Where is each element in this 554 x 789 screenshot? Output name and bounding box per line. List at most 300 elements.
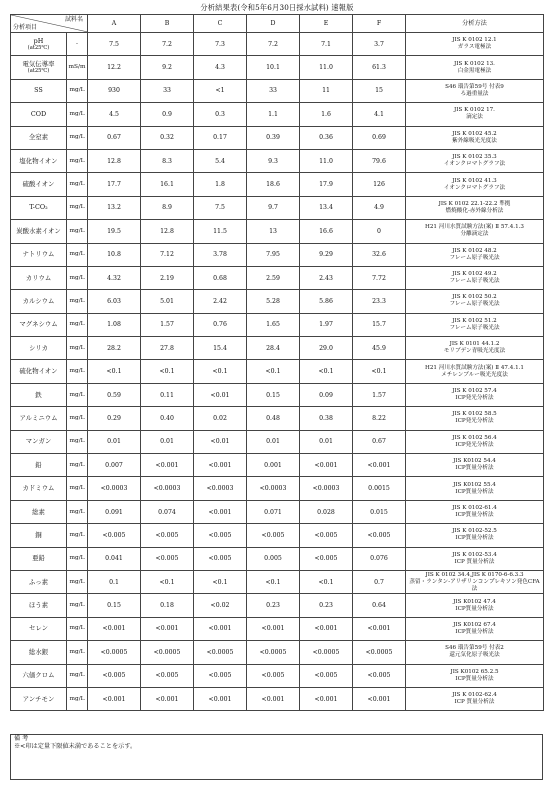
analysis-item-cell [11,594,67,617]
method-standard: JIS K 0102-61.4 [452,505,497,511]
method-standard: JIS K 0102 58.5 [452,411,497,418]
value-cell-c: 0.02 [194,407,247,430]
method-standard: JIS K 0102 41.3 [452,177,497,184]
value-cell-a: 12.2 [88,56,141,79]
analysis-item-name: 電気伝導率 [22,60,55,69]
value-cell-a: 4.32 [88,266,141,289]
header-row [11,15,544,33]
method-technique: ICP発光分析法 [455,441,494,448]
value-cell-b: <0.1 [141,570,194,593]
value-cell-a: 0.01 [88,430,141,453]
table-row [11,594,544,617]
analysis-item-name: マグネシウム [19,320,58,329]
value-cell-e: <0.001 [300,617,353,640]
value-cell-a: 1.08 [88,313,141,336]
value-cell-c: 7.5 [194,196,247,219]
value-cell-e: 7.1 [300,33,353,56]
value-cell-b: 0.9 [141,103,194,126]
method-cell [406,687,544,710]
value-cell-f: 0.64 [353,594,406,617]
method-standard: JIS K 0102 17. [454,107,495,114]
method-technique: フレーム原子吸光法 [449,324,500,331]
table-row [11,33,544,56]
method-technique: ICP 質量分析法 [454,558,495,565]
value-cell-c: <0.1 [194,570,247,593]
value-cell-f: 32.6 [353,243,406,266]
value-cell-e: 13.4 [300,196,353,219]
value-cell-e: 0.09 [300,383,353,406]
value-cell-a: 10.8 [88,243,141,266]
unit-cell: mg/L [67,664,88,687]
analysis-item-cell [11,500,67,523]
method-technique: ICP発光分析法 [455,418,494,425]
method-cell [406,126,544,149]
method-cell [406,290,544,313]
table-row [11,243,544,266]
value-cell-a: <0.005 [88,524,141,547]
method-standard: H21 河川水質試験方法(案) Ⅱ 57.4.1.3 [425,224,524,231]
method-technique: イオンクロマトグラフ法 [443,161,506,168]
table-row [11,360,544,383]
value-cell-b: <0.1 [141,360,194,383]
method-standard: JIS K 0102 50.2 [452,294,497,301]
corner-item-label: 分析項目 [13,24,38,31]
analysis-item-name: 総素 [32,507,45,516]
unit-cell: mg/L [67,570,88,593]
method-cell [406,594,544,617]
table-row [11,641,544,664]
method-standard: JIS K0102 67.4 [453,621,496,628]
analysis-item-name: 鉛 [35,460,42,469]
value-cell-f: 4.1 [353,103,406,126]
analysis-item-cell [11,524,67,547]
value-cell-f: 15 [353,79,406,102]
value-cell-a: 19.5 [88,220,141,243]
value-cell-e: 16.6 [300,220,353,243]
value-cell-f: 0.0015 [353,477,406,500]
method-technique: ICP質量分析法 [455,605,494,612]
value-cell-a: 930 [88,79,141,102]
value-cell-c: 15.4 [194,337,247,360]
method-standard: JIS K 0101 44.1.2 [449,341,500,348]
value-cell-d: <0.005 [247,664,300,687]
value-cell-b: <0.001 [141,617,194,640]
value-cell-d: <0.001 [247,617,300,640]
method-standard: H21 河川水質試験方法(案) Ⅱ 47.4.1.1 [425,364,524,371]
table-row [11,687,544,710]
analysis-item-cell [11,641,67,664]
value-cell-c: <0.001 [194,617,247,640]
analysis-item-name: 炭酸水素イオン [16,226,61,235]
analysis-item-name: 亜鉛 [32,554,45,563]
value-cell-a: <0.0003 [88,477,141,500]
value-cell-d: 2.59 [247,266,300,289]
analysis-item-cell [11,103,67,126]
sample-header-d: D [247,15,300,33]
analysis-item-cell [11,687,67,710]
value-cell-e: <0.005 [300,524,353,547]
analysis-item-name: ほう素 [28,601,49,610]
method-cell [406,173,544,196]
value-cell-e: 5.86 [300,290,353,313]
analysis-item-name: 硫化物イオン [19,367,58,376]
value-cell-c: 5.4 [194,149,247,172]
method-technique: フレーム原子吸光法 [449,278,500,285]
sample-header-e: E [300,15,353,33]
unit-cell: mg/L [67,290,88,313]
unit-cell: mg/L [67,500,88,523]
table-row [11,407,544,430]
value-cell-b: 0.11 [141,383,194,406]
value-cell-e: 11.0 [300,149,353,172]
method-standard: JIS K 0102-52.5 [452,528,497,535]
value-cell-a: <0.001 [88,617,141,640]
value-cell-e: 29.0 [300,337,353,360]
value-cell-b: <0.005 [141,547,194,570]
value-cell-f: 15.7 [353,313,406,336]
value-cell-d: 7.95 [247,243,300,266]
value-cell-b: 0.40 [141,407,194,430]
table-row [11,103,544,126]
unit-cell: mg/L [67,196,88,219]
method-standard: JIS K0102 47.4 [453,598,496,605]
analysis-item-cell [11,149,67,172]
unit-cell: mg/L [67,266,88,289]
value-cell-d: 28.4 [247,337,300,360]
value-cell-e: <0.005 [300,664,353,687]
value-cell-b: 8.3 [141,149,194,172]
method-technique: ICP 質量分析法 [454,699,495,706]
value-cell-f: <0.005 [353,664,406,687]
method-cell [406,617,544,640]
value-cell-e: 1.6 [300,103,353,126]
method-technique: 白金黒電極法 [457,67,492,74]
value-cell-f: 126 [353,173,406,196]
unit-cell: mg/L [67,407,88,430]
method-standard: JIS K 0102 51.2 [452,317,497,324]
method-technique: フレーム原子吸光法 [449,254,500,261]
unit-cell: mg/L [67,126,88,149]
table-row [11,430,544,453]
table-row [11,547,544,570]
unit-cell: mS/m [67,56,88,79]
method-cell [406,454,544,477]
value-cell-d: 0.23 [247,594,300,617]
table-row [11,664,544,687]
table-row [11,500,544,523]
method-standard: JIS K 0102-62.4 [452,692,497,699]
value-cell-f: <0.001 [353,617,406,640]
method-technique: ICP質量分析法 [455,488,494,495]
unit-cell: mg/L [67,547,88,570]
method-cell [406,641,544,664]
analysis-item-name: 硫酸イオン [22,180,55,189]
analysis-item-cell [11,570,67,593]
method-cell [406,79,544,102]
value-cell-f: 0.7 [353,570,406,593]
analysis-item-name: ふっ素 [28,577,49,586]
method-cell [406,430,544,453]
value-cell-f: <0.001 [353,687,406,710]
method-standard: S46 環告第59号 付表9 [445,83,504,90]
value-cell-e: 1.97 [300,313,353,336]
unit-cell: mg/L [67,360,88,383]
value-cell-b: <0.0003 [141,477,194,500]
method-technique: 紫外線吸光光度法 [452,137,497,144]
analysis-item-cell [11,360,67,383]
method-cell [406,500,544,523]
method-cell [406,103,544,126]
value-cell-e: 9.29 [300,243,353,266]
value-cell-c: 11.5 [194,220,247,243]
value-cell-b: <0.001 [141,687,194,710]
value-cell-b: 33 [141,79,194,102]
value-cell-c: <0.001 [194,687,247,710]
value-cell-c: <0.1 [194,360,247,383]
value-cell-a: 0.091 [88,500,141,523]
method-standard: JIS K 0102 13. [454,60,495,67]
value-cell-e: <0.001 [300,454,353,477]
analysis-item-cell [11,33,67,56]
value-cell-c: 4.3 [194,56,247,79]
value-cell-e: 0.028 [300,500,353,523]
method-standard: JIS K 0102-53.4 [452,551,497,558]
method-cell [406,220,544,243]
method-technique: ICP発光分析法 [455,395,494,402]
analysis-item-cell [11,454,67,477]
value-cell-f: 0.67 [353,430,406,453]
analysis-item-cell [11,383,67,406]
method-technique: 燃焼酸化-赤外線分析法 [445,207,504,214]
method-technique: 分離滴定法 [460,231,489,238]
method-cell [406,56,544,79]
method-cell [406,313,544,336]
value-cell-a: 0.15 [88,594,141,617]
value-cell-b: 0.074 [141,500,194,523]
value-cell-b: 0.01 [141,430,194,453]
analysis-item-name: 銅 [35,530,42,539]
value-cell-f: 7.72 [353,266,406,289]
analysis-item-cell [11,407,67,430]
method-cell [406,383,544,406]
table-row [11,524,544,547]
value-cell-d: 5.28 [247,290,300,313]
unit-cell: mg/L [67,430,88,453]
unit-cell: - [67,33,88,56]
sample-header-b: B [141,15,194,33]
analysis-item-name: アルミニウム [19,413,58,422]
value-cell-b: 7.12 [141,243,194,266]
table-row [11,477,544,500]
analysis-item-name: 六価クロム [22,671,55,680]
value-cell-b: 9.2 [141,56,194,79]
value-cell-f: <0.0005 [353,641,406,664]
value-cell-f: 79.6 [353,149,406,172]
analysis-item-name: マンガン [25,437,52,446]
unit-cell: mg/L [67,243,88,266]
analysis-item-cell [11,173,67,196]
analysis-item-name: カドミウム [22,484,55,493]
method-standard: S46 環告第59号 付表2 [445,645,504,652]
corner-header-cell [11,15,88,33]
value-cell-c: <0.0003 [194,477,247,500]
value-cell-c: <0.005 [194,664,247,687]
value-cell-d: <0.001 [247,687,300,710]
value-cell-b: 2.19 [141,266,194,289]
method-standard: JIS K0102 55.4 [453,481,496,488]
value-cell-d: 0.071 [247,500,300,523]
value-cell-d: <0.0003 [247,477,300,500]
value-cell-a: 12.8 [88,149,141,172]
value-cell-c: 0.68 [194,266,247,289]
value-cell-c: <0.01 [194,430,247,453]
method-cell [406,524,544,547]
value-cell-d: 1.1 [247,103,300,126]
value-cell-b: 5.01 [141,290,194,313]
value-cell-c: <0.01 [194,383,247,406]
value-cell-c: <0.0005 [194,641,247,664]
value-cell-f: 1.57 [353,383,406,406]
value-cell-e: 17.9 [300,173,353,196]
method-standard: JIS K 0102 45.2 [452,130,497,137]
value-cell-b: 27.8 [141,337,194,360]
unit-cell: mg/L [67,103,88,126]
value-cell-c: <0.005 [194,524,247,547]
value-cell-d: 9.7 [247,196,300,219]
value-cell-e: <0.0003 [300,477,353,500]
method-cell [406,196,544,219]
method-technique: イオンクロマトグラフ法 [443,184,506,191]
value-cell-a: 0.007 [88,454,141,477]
value-cell-e: 0.23 [300,594,353,617]
value-cell-d: 33 [247,79,300,102]
method-technique: ICP質量分析法 [455,535,494,542]
value-cell-c: <0.005 [194,547,247,570]
value-cell-b: 1.57 [141,313,194,336]
analysis-item-name: ナトリウム [22,250,55,259]
table-row [11,337,544,360]
value-cell-c: 3.78 [194,243,247,266]
analysis-item-name: T-CO₂ [29,203,48,212]
value-cell-b: 7.2 [141,33,194,56]
value-cell-f: 0 [353,220,406,243]
value-cell-f: 61.3 [353,56,406,79]
table-row [11,79,544,102]
method-standard: JIS K 0102 49.2 [452,271,497,278]
value-cell-e: <0.001 [300,687,353,710]
value-cell-d: <0.1 [247,360,300,383]
analysis-item-cell [11,266,67,289]
method-standard: JIS K 0102 48.2 [452,247,497,254]
value-cell-d: 0.48 [247,407,300,430]
table-row [11,383,544,406]
value-cell-e: 11.0 [300,56,353,79]
value-cell-a: 7.5 [88,33,141,56]
value-cell-c: 7.3 [194,33,247,56]
method-technique: メチレンブルー吸光光度法 [441,371,508,378]
table-row [11,56,544,79]
method-cell [406,477,544,500]
analysis-item-name: SS [34,86,43,95]
unit-cell: mg/L [67,524,88,547]
value-cell-f: 45.9 [353,337,406,360]
table-row [11,617,544,640]
method-standard: JIS K 0102 57.4 [452,388,497,395]
sample-header-f: F [353,15,406,33]
value-cell-d: <0.1 [247,570,300,593]
value-cell-b: 12.8 [141,220,194,243]
value-cell-d: 18.6 [247,173,300,196]
analysis-item-name: カルシウム [22,296,55,305]
table-row [11,196,544,219]
value-cell-d: 7.2 [247,33,300,56]
method-cell [406,360,544,383]
unit-cell: mg/L [67,149,88,172]
table-row [11,454,544,477]
value-cell-f: 23.3 [353,290,406,313]
analysis-item-name: シリカ [28,343,49,352]
method-cell [406,149,544,172]
table-row [11,266,544,289]
value-cell-b: <0.001 [141,454,194,477]
value-cell-e: 0.36 [300,126,353,149]
value-cell-d: <0.005 [247,524,300,547]
analysis-item-condition: (at25℃) [27,68,50,75]
analysis-item-name: 総水銀 [28,647,49,656]
method-standard: JIS K 0102 34.4,JIS K 0170-6-6.3.3 [425,571,524,578]
value-cell-d: 9.3 [247,149,300,172]
value-cell-c: <0.02 [194,594,247,617]
value-cell-b: <0.0005 [141,641,194,664]
analysis-item-cell [11,547,67,570]
analysis-item-cell [11,220,67,243]
method-standard: JIS K 0102 22.1-22.2 準拠 [438,200,511,207]
table-row [11,149,544,172]
value-cell-d: 0.01 [247,430,300,453]
method-cell [406,664,544,687]
table-row [11,126,544,149]
method-cell [406,243,544,266]
analysis-item-name: セレン [28,624,48,633]
analysis-item-name: pH [33,36,44,45]
value-cell-a: 28.2 [88,337,141,360]
value-cell-f: 3.7 [353,33,406,56]
analysis-item-name: 全窒素 [28,133,49,142]
value-cell-c: <0.001 [194,454,247,477]
value-cell-a: <0.1 [88,360,141,383]
value-cell-b: 8.9 [141,196,194,219]
analysis-item-condition: (at25℃) [27,44,50,51]
analysis-item-cell [11,196,67,219]
analysis-item-name: 塩化物イオン [19,156,58,165]
method-technique: ガラス電極法 [457,44,492,51]
value-cell-d: 10.1 [247,56,300,79]
method-cell [406,570,544,593]
table-row [11,570,544,593]
value-cell-b: 0.18 [141,594,194,617]
unit-cell: mg/L [67,313,88,336]
unit-cell: mg/L [67,220,88,243]
analysis-item-name: アンチモン [22,694,55,703]
value-cell-f: 0.69 [353,126,406,149]
method-standard: JIS K0102 65.2.5 [450,668,499,675]
value-cell-d: 13 [247,220,300,243]
method-standard: JIS K0102 54.4 [453,458,496,465]
analysis-item-cell [11,313,67,336]
value-cell-c: <1 [194,79,247,102]
method-cell [406,547,544,570]
value-cell-a: 6.03 [88,290,141,313]
